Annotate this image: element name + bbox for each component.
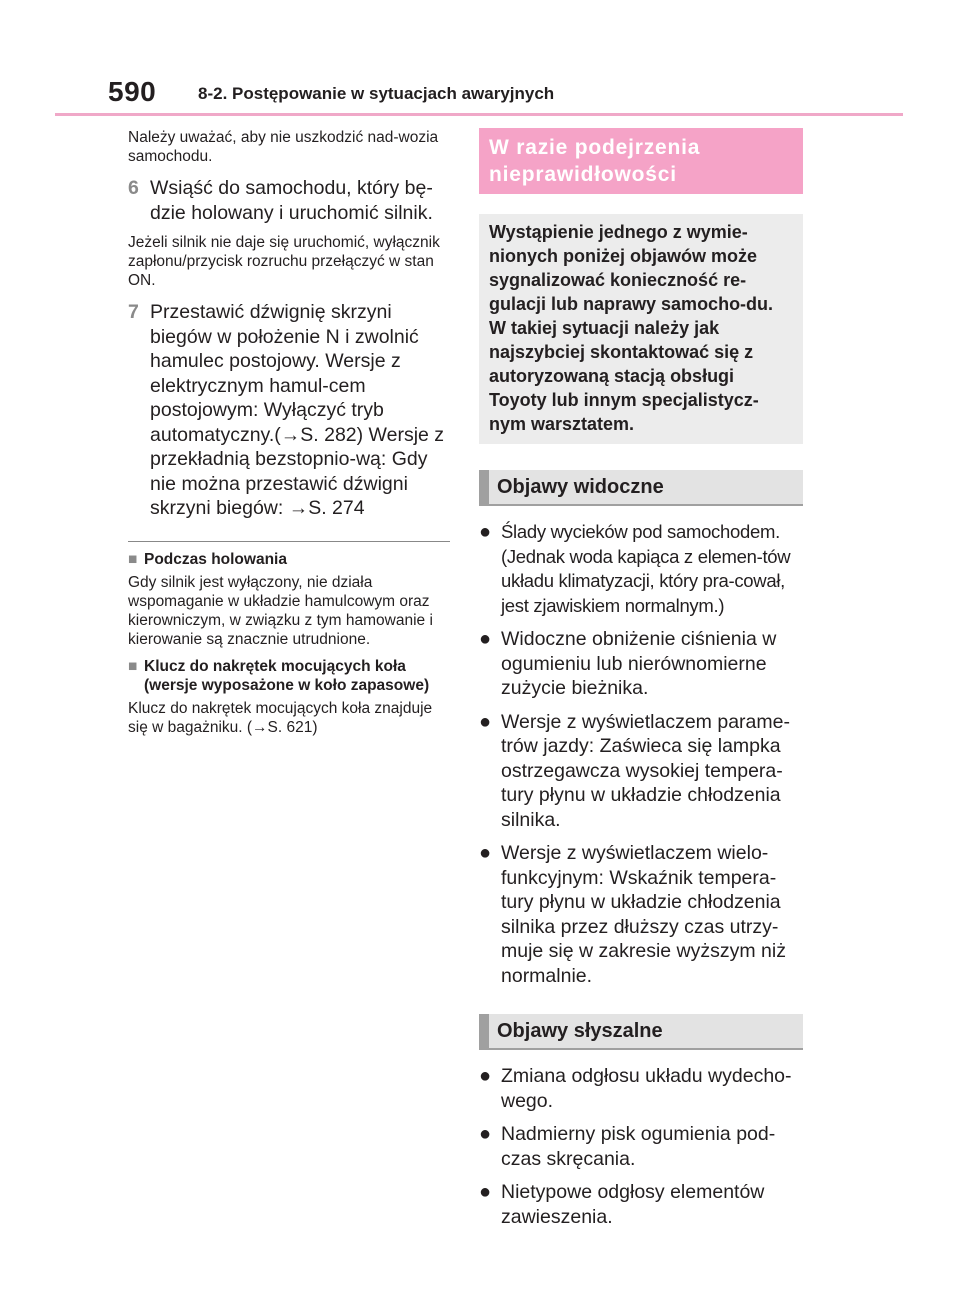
list-item	[479, 1122, 803, 1171]
step-7	[128, 300, 450, 521]
step-number: 7	[128, 301, 139, 323]
list-item	[479, 841, 803, 988]
bullet-icon: ●	[479, 1123, 492, 1145]
list-item-text: Nadmierny pisk ogumienia pod-czas skręcania.	[501, 1123, 776, 1170]
right-column	[479, 128, 803, 1238]
list-item-text: Wersje z wyświetlaczem wielo-funkcyjnym: Wskaźnik tempera-tury płynu w układzie chłodzenia silnika przez dłuższy czas utrzy-muje się w zakresie wyższym niż normalnie.	[501, 842, 786, 987]
list-item	[479, 627, 803, 701]
bullet-icon: ●	[479, 1181, 492, 1203]
note-text: Klucz do nakrętek mocujących koła znajduje się w bagażniku. (→S. 621)	[128, 699, 433, 736]
list-item-text: Wersje z wyświetlaczem parame-trów jazdy: Zaświeca się lampka ostrzegawcza wysokiej tempera-tury płynu w układzie chłodzenia silnika.	[501, 710, 790, 831]
step-number: 6	[128, 177, 139, 199]
visible-symptoms-heading: Objawy widoczne	[479, 470, 803, 506]
bullet-icon: ●	[479, 710, 492, 733]
bullet-icon: ●	[479, 1065, 492, 1087]
square-bullet-icon: ■	[128, 657, 138, 675]
note-title-text: Klucz do nakrętek mocujących koła (wersje wyposażone w koło zapasowe)	[144, 657, 430, 694]
audible-symptoms-heading: Objawy słyszalne	[479, 1014, 803, 1050]
note-title-text: Podczas holowania	[144, 550, 287, 568]
left-column	[128, 128, 450, 745]
suspicion-box-text: Wystąpienie jednego z wymie-nionych poniżej objawów może sygnalizować konieczność re-gulacji lub naprawy samocho-du. W takiej sytuacji należy jak najszybciej skontaktować się z autoryzowaną stacją obsługi Toyoty lub innym specjalistycz-nym warsztatem.	[479, 214, 803, 444]
step-text: Przestawić dźwignię skrzyni biegów w położenie N i zwolnić hamulec postojowy. Wersje z elektrycznym hamul-cem postojowym: Wyłączyć tryb automatyczny.(→S. 282) Wersje z przekładnią bezstopnio-wą: Gdy nie można przestawić dźwigni skrzyni biegów: →S. 274	[150, 301, 445, 519]
list-item-text: Widoczne obniżenie ciśnienia w ogumieniu lub nierównomierne zużycie bieżnika.	[501, 628, 777, 699]
notes-divider	[128, 541, 450, 542]
list-item	[479, 1180, 803, 1229]
suspicion-box-title: W razie podejrzenia nieprawidłowości	[479, 128, 803, 194]
list-item-text: Nietypowe odgłosy elementów zawieszenia.	[501, 1181, 765, 1228]
list-item-text: Ślady wycieków pod samochodem. (Jednak woda kapiąca z elemen-tów układu klimatyzacji, który pra-cował, jest zjawiskiem normalnym.)	[501, 521, 791, 616]
list-item	[479, 1064, 803, 1113]
note-title	[128, 657, 450, 695]
square-bullet-icon: ■	[128, 550, 138, 568]
list-item	[479, 520, 803, 618]
visible-symptoms-list	[479, 520, 803, 988]
audible-symptoms-list	[479, 1064, 803, 1229]
page-number: 590	[108, 76, 157, 107]
intro-text: Należy uważać, aby nie uszkodzić nad-wozia samochodu.	[128, 129, 439, 165]
list-item	[479, 710, 803, 833]
section-title: 8-2. Postępowanie w sytuacjach awaryjnych	[198, 84, 555, 103]
bullet-icon: ●	[479, 521, 492, 543]
bullet-icon: ●	[479, 842, 492, 864]
step-6	[128, 176, 450, 225]
note-text: Gdy silnik jest wyłączony, nie działa wspomaganie w układzie hamulcowym oraz kierowniczym, w związku z tym hamowanie i kierowanie są znacznie utrudnione.	[128, 573, 433, 648]
step-6-note: Jeżeli silnik nie daje się uruchomić, wyłącznik zapłonu/przycisk rozruchu przełączyć w stan ON.	[128, 234, 440, 289]
note-title	[128, 550, 450, 569]
header-rule	[55, 113, 903, 116]
step-text: Wsiąść do samochodu, który bę-dzie holowany i uruchomić silnik.	[150, 177, 433, 224]
bullet-icon: ●	[479, 628, 492, 650]
list-item-text: Zmiana odgłosu układu wydecho-wego.	[501, 1065, 792, 1112]
